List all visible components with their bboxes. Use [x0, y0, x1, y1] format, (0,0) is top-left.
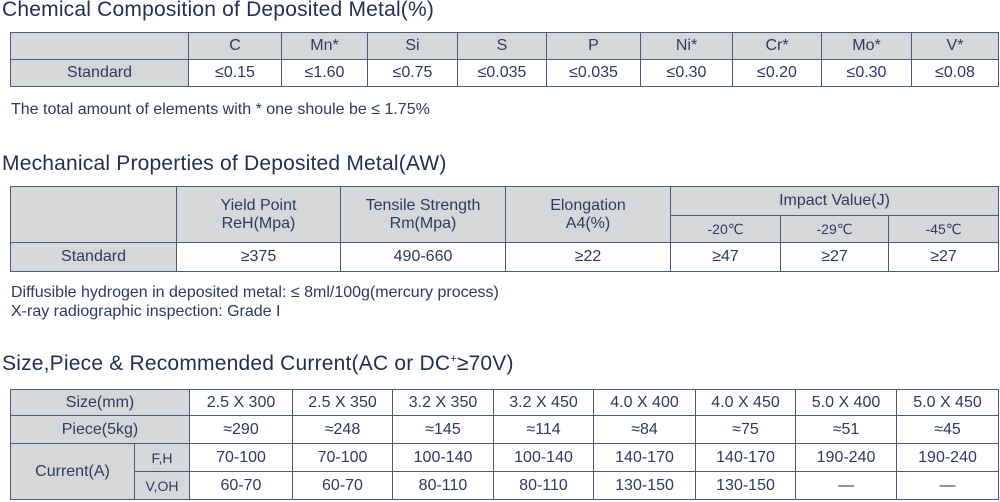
piece-cell: ≈114 — [494, 416, 594, 444]
voh-cell: 80-110 — [393, 472, 494, 500]
chem-row-label: Standard — [11, 60, 189, 87]
size-title-end: ≥70V) — [456, 352, 514, 375]
mech-value-impact-29: ≥27 — [781, 243, 889, 272]
mech-header-impact: Impact Value(J) — [671, 187, 999, 216]
mech-value-impact-45: ≥27 — [889, 243, 999, 272]
tensile-line2: Rm(Mpa) — [389, 214, 457, 232]
hydrogen-note: Diffusible hydrogen in deposited metal: ≤ 8ml/100g(mercury process) — [11, 284, 499, 301]
chem-value-si: ≤0.75 — [368, 60, 458, 87]
size-cell: 2.5 X 350 — [293, 390, 393, 416]
temp-minus29: -29℃ — [781, 216, 889, 243]
chem-value-c: ≤0.15 — [189, 60, 282, 87]
size-current-table — [10, 389, 999, 500]
fh-cell: 70-100 — [190, 444, 293, 472]
chem-header-c: C — [189, 33, 282, 60]
fh-label: F,H — [135, 444, 190, 472]
piece-cell: ≈51 — [796, 416, 897, 444]
mech-value-elongation: ≥22 — [506, 243, 671, 272]
chem-header-mo: Mo* — [822, 33, 912, 60]
tensile-line1: Tensile Strength — [365, 196, 481, 214]
chem-header-cr: Cr* — [733, 33, 822, 60]
yield-line1: Yield Point — [220, 196, 297, 214]
chem-value-p: ≤0.035 — [547, 60, 641, 87]
xray-note: X-ray radiographic inspection: Grade I — [11, 303, 281, 320]
voh-cell: 80-110 — [494, 472, 594, 500]
voh-cell: — — [897, 472, 999, 500]
size-current-title — [2, 352, 514, 376]
mech-header-tensile — [341, 187, 506, 243]
chem-value-s: ≤0.035 — [458, 60, 547, 87]
mech-header-blank — [11, 187, 177, 243]
size-cell: 3.2 X 450 — [494, 390, 594, 416]
chem-value-mn: ≤1.60 — [282, 60, 368, 87]
fh-cell: 140-170 — [696, 444, 796, 472]
chem-header-p: P — [547, 33, 641, 60]
chem-note: The total amount of elements with * one shoule be ≤ 1.75% — [11, 101, 430, 118]
fh-cell: 190-240 — [897, 444, 999, 472]
chem-value-mo: ≤0.30 — [822, 60, 912, 87]
yield-line2: ReH(Mpa) — [221, 214, 296, 232]
voh-cell: — — [796, 472, 897, 500]
mechanical-properties-title: Mechanical Properties of Deposited Metal(AW) — [2, 152, 447, 175]
fh-cell: 100-140 — [494, 444, 594, 472]
mech-value-impact-20: ≥47 — [671, 243, 781, 272]
elong-line1: Elongation — [550, 196, 626, 214]
piece-cell: ≈290 — [190, 416, 293, 444]
piece-cell: ≈248 — [293, 416, 393, 444]
chem-header-mn: Mn* — [282, 33, 368, 60]
size-title-main: Size,Piece & Recommended Current(AC or DC — [2, 352, 451, 375]
chem-header-ni: Ni* — [641, 33, 733, 60]
temp-minus45: -45℃ — [889, 216, 999, 243]
chem-header-v: V* — [912, 33, 999, 60]
voh-cell: 130-150 — [594, 472, 696, 500]
mech-header-yield — [177, 187, 341, 243]
current-label: Current(A) — [11, 444, 135, 500]
size-cell: 5.0 X 450 — [897, 390, 999, 416]
chemical-composition-title: Chemical Composition of Deposited Metal(%) — [2, 0, 435, 21]
piece-cell: ≈75 — [696, 416, 796, 444]
voh-cell: 60-70 — [293, 472, 393, 500]
size-cell: 3.2 X 350 — [393, 390, 494, 416]
piece-label: Piece(5kg) — [11, 416, 190, 444]
voh-cell: 60-70 — [190, 472, 293, 500]
piece-cell: ≈45 — [897, 416, 999, 444]
voh-label: V,OH — [135, 472, 190, 500]
size-cell: 4.0 X 450 — [696, 390, 796, 416]
temp-minus20: -20℃ — [671, 216, 781, 243]
fh-cell: 70-100 — [293, 444, 393, 472]
elong-line2: A4(%) — [565, 214, 611, 232]
fh-cell: 100-140 — [393, 444, 494, 472]
mech-value-tensile: 490-660 — [341, 243, 506, 272]
piece-cell: ≈145 — [393, 416, 494, 444]
size-label: Size(mm) — [11, 390, 190, 416]
chem-value-v: ≤0.08 — [912, 60, 999, 87]
chem-header-si: Si — [368, 33, 458, 60]
chemical-composition-table — [10, 32, 999, 87]
mech-row-label: Standard — [11, 243, 177, 272]
chem-header-blank — [11, 33, 189, 60]
fh-cell: 140-170 — [594, 444, 696, 472]
voh-cell: 130-150 — [696, 472, 796, 500]
size-title-sup: + — [450, 353, 457, 365]
mech-value-yield: ≥375 — [177, 243, 341, 272]
mech-header-elongation — [506, 187, 671, 243]
chem-value-ni: ≤0.30 — [641, 60, 733, 87]
fh-cell: 190-240 — [796, 444, 897, 472]
mechanical-properties-table — [10, 186, 999, 272]
size-cell: 4.0 X 400 — [594, 390, 696, 416]
piece-cell: ≈84 — [594, 416, 696, 444]
size-cell: 5.0 X 400 — [796, 390, 897, 416]
chem-header-s: S — [458, 33, 547, 60]
chem-value-cr: ≤0.20 — [733, 60, 822, 87]
size-cell: 2.5 X 300 — [190, 390, 293, 416]
